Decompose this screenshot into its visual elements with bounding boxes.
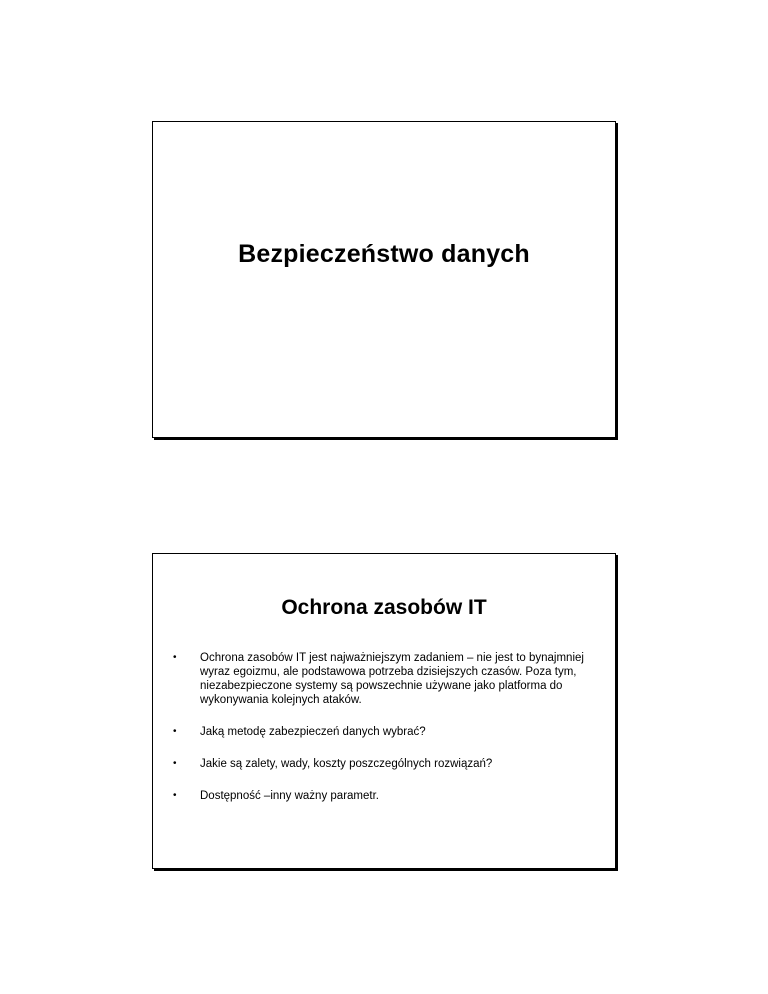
- bullet-item: [153, 757, 601, 771]
- bullet-text: Dostępność –inny ważny parametr.: [200, 790, 379, 802]
- bullet-icon: •: [173, 758, 177, 769]
- bullet-item: [153, 725, 601, 739]
- bullet-icon: •: [173, 790, 177, 801]
- bullet-list: [153, 651, 601, 821]
- bullet-text: Jaką metodę zabezpieczeń danych wybrać?: [200, 726, 426, 738]
- bullet-icon: •: [173, 652, 177, 663]
- slide-content-heading: Ochrona zasobów IT: [281, 596, 487, 619]
- slide-title: [152, 121, 616, 438]
- slide-title-heading: Bezpieczeństwo danych: [238, 240, 530, 268]
- bullet-icon: •: [173, 726, 177, 737]
- slide-content: [152, 553, 616, 869]
- bullet-text: Ochrona zasobów IT jest najważniejszym zadaniem – nie jest to bynajmniej wyraz egoizmu, ale podstawowa potrzeba dzisiejszych czasów. Poza tym, niezabezpieczone systemy są powszechnie używane jako platforma do wykonywania kolejnych ataków.: [200, 652, 584, 706]
- bullet-text: Jakie są zalety, wady, koszty poszczególnych rozwiązań?: [200, 758, 493, 770]
- bullet-item: [153, 651, 601, 707]
- bullet-item: [153, 789, 601, 803]
